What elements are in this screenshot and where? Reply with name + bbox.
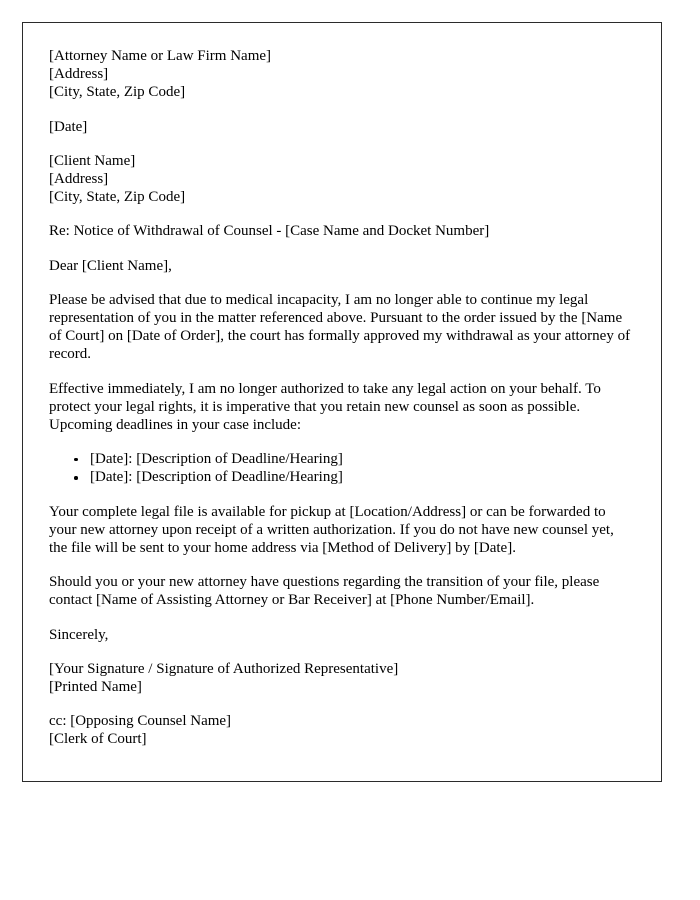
list-item	[49, 450, 633, 468]
recipient-city-state-zip: [City, State, Zip Code]	[49, 189, 186, 206]
signature-block	[49, 660, 633, 696]
recipient-name: [Client Name]	[49, 152, 136, 169]
deadline-text: [Date]: [Description of Deadline/Hearing]	[90, 469, 343, 486]
subject-line: Re: Notice of Withdrawal of Counsel - [Case Name and Docket Number]	[49, 223, 490, 240]
deadline-text: [Date]: [Description of Deadline/Hearing]	[90, 451, 343, 468]
cc-opposing-counsel: cc: [Opposing Counsel Name]	[49, 713, 232, 730]
recipient-address-block	[49, 152, 633, 207]
list-item	[49, 468, 633, 486]
deadlines-list	[49, 450, 633, 486]
recipient-address: [Address]	[49, 171, 109, 188]
document-page	[22, 22, 662, 782]
body-paragraph-1: Please be advised that due to medical incapacity, I am no longer able to continue my legal representation of you in the matter referenced above. Pursuant to the order issued by the [Name of Court] on [Date of Order], the court has formally approved my withdrawal as your attorney of record.	[49, 291, 631, 363]
date-line: [Date]	[49, 118, 88, 135]
bullet-icon	[74, 458, 78, 462]
bullet-icon	[74, 476, 78, 480]
sender-address: [Address]	[49, 66, 109, 83]
date-block	[49, 118, 633, 136]
cc-clerk-of-court: [Clerk of Court]	[49, 731, 147, 748]
body-paragraph-2: Effective immediately, I am no longer authorized to take any legal action on your behalf. To protect your legal rights, it is imperative that you retain new counsel as soon as possible. Upcoming deadlines in your case include:	[49, 380, 601, 434]
sender-address-block	[49, 47, 633, 102]
cc-block	[49, 712, 633, 748]
closing: Sincerely,	[49, 626, 109, 643]
printed-name: [Printed Name]	[49, 679, 142, 696]
sender-name: [Attorney Name or Law Firm Name]	[49, 48, 272, 64]
body-paragraph-3: Your complete legal file is available for pickup at [Location/Address] or can be forwarded to your new attorney upon receipt of a written authorization. If you do not have new counsel yet, the file will be sent to your home address via [Method of Delivery] by [Date].	[49, 503, 614, 557]
salutation: Dear [Client Name],	[49, 257, 172, 274]
body-paragraph-4: Should you or your new attorney have questions regarding the transition of your file, please contact [Name of Assisting Attorney or Bar Receiver] at [Phone Number/Email].	[49, 574, 600, 609]
sender-city-state-zip: [City, State, Zip Code]	[49, 84, 186, 101]
letter-body	[49, 47, 633, 749]
signature-line: [Your Signature / Signature of Authorized Representative]	[49, 660, 399, 677]
